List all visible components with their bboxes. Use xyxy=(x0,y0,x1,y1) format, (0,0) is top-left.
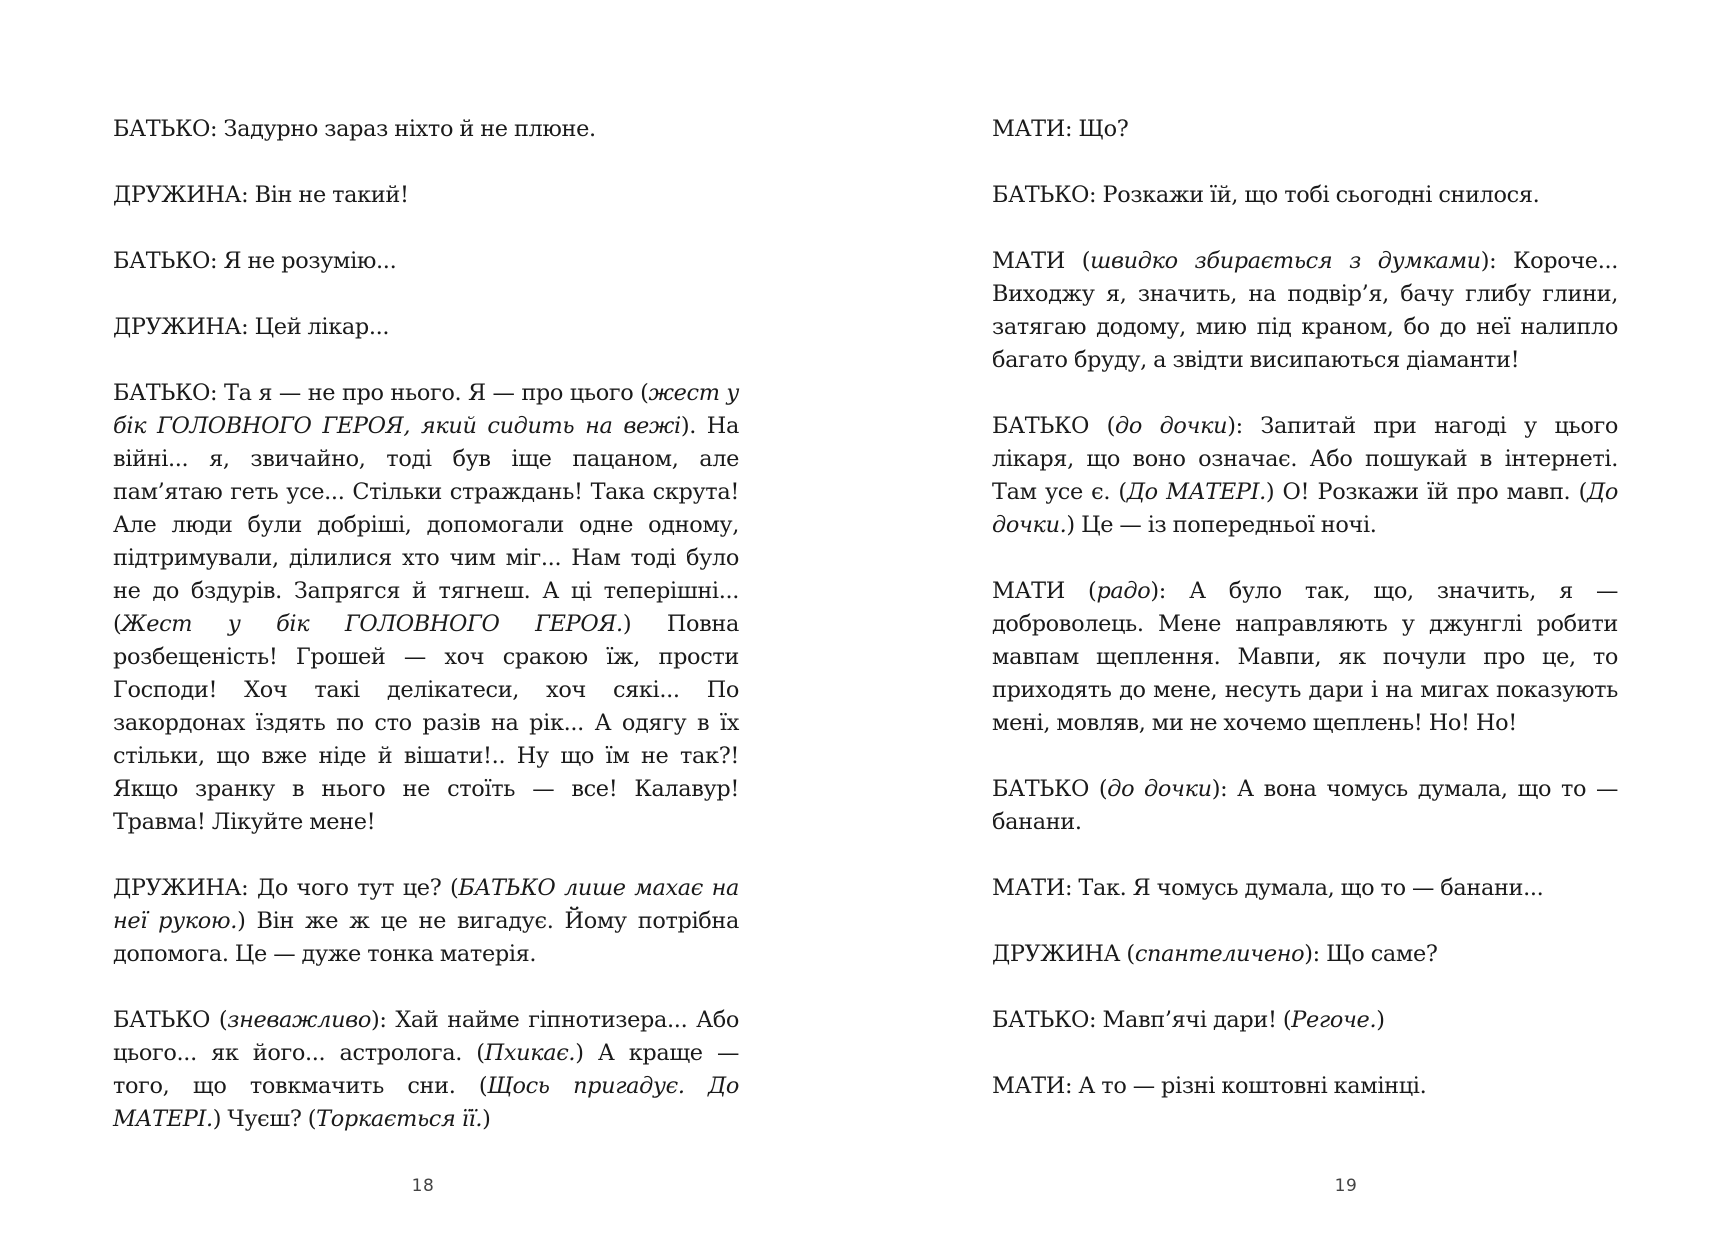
stage-direction: до дочки xyxy=(1107,776,1212,802)
dialogue-text: ): Запитай при нагоді у цього лікаря, що воно означає. Або пошукай в інтернеті. Там усе є. ( xyxy=(992,413,1618,505)
stage-direction: до дочки xyxy=(1115,413,1228,439)
dialogue-paragraph xyxy=(113,245,739,278)
dialogue-text: МАТИ: Що? xyxy=(992,116,1129,142)
dialogue-paragraph xyxy=(113,872,739,971)
dialogue-text: МАТИ ( xyxy=(992,578,1097,604)
dialogue-text: ) А краще — того, що товкмачить сни. ( xyxy=(113,1040,739,1099)
dialogue-paragraph xyxy=(992,1004,1618,1037)
dialogue-paragraph xyxy=(113,377,739,839)
dialogue-text: ): Хай найме гіпнотизера... Або цього... як його... астролога. ( xyxy=(113,1007,740,1066)
stage-direction: БАТЬКО лише махає на неї рукою. xyxy=(113,875,739,934)
dialogue-text: ): А було так, що, значить, я — доброволець. Мене направляють у джунглі робити мавпам щеплення. Мавпи, як почули про це, то приходять до мене, несуть дари і на мигах показують мені, мовляв, ми не хочемо щеплень! Но! Но! xyxy=(992,578,1618,736)
dialogue-text: ) Він же ж це не вигадує. Йому потрібна допомога. Це — дуже тонка матерія. xyxy=(113,908,739,967)
dialogue-text: ): Що саме? xyxy=(1304,941,1438,967)
dialogue-text: БАТЬКО ( xyxy=(113,1007,228,1033)
dialogue-text: ДРУЖИНА: Цей лікар... xyxy=(113,314,390,340)
dialogue-text: ) xyxy=(1376,1007,1385,1033)
stage-direction: Жест у бік ГОЛОВНОГО ГЕРОЯ. xyxy=(121,611,623,637)
stage-direction: зневажливо xyxy=(227,1007,371,1033)
dialogue-text: ДРУЖИНА: До чого тут це? ( xyxy=(113,875,459,901)
dialogue-text: БАТЬКО: Розкажи їй, що тобі сьогодні снилося. xyxy=(992,182,1540,208)
stage-direction: швидко збирається з думками xyxy=(1090,248,1481,274)
dialogue-paragraph xyxy=(113,179,739,212)
right-page xyxy=(856,0,1713,1258)
dialogue-text: БАТЬКО ( xyxy=(992,776,1108,802)
dialogue-text: ). На війні... я, звичайно, тоді був іще пацаном, але пам’ятаю геть усе... Стільки страждань! Така скрута! Але люди були добріші, допомогали одне одному, підтримували, ділилися хто чим міг... Нам тоді було не до бздурів. Запрягся й тягнеш. А ці теперішні... ( xyxy=(113,413,739,637)
dialogue-paragraph xyxy=(992,1070,1618,1103)
dialogue-paragraph xyxy=(992,113,1618,146)
dialogue-text: БАТЬКО: Я не розумію... xyxy=(113,248,397,274)
stage-direction: жест у бік ГОЛОВНОГО ГЕРОЯ, який сидить на вежі xyxy=(113,380,739,439)
dialogue-paragraph xyxy=(113,1004,739,1136)
left-page-text xyxy=(113,113,739,1169)
dialogue-paragraph xyxy=(992,872,1618,905)
right-page-text xyxy=(992,113,1618,1136)
dialogue-paragraph xyxy=(992,938,1618,971)
dialogue-text: ): А вона чомусь думала, що то — банани. xyxy=(992,776,1618,835)
dialogue-text: ) xyxy=(482,1106,491,1132)
dialogue-text: ) Чуєш? ( xyxy=(212,1106,317,1132)
stage-direction: До дочки. xyxy=(992,479,1618,538)
dialogue-text: ) Це — із попередньої ночі. xyxy=(1066,512,1377,538)
stage-direction: Пхикає. xyxy=(484,1040,576,1066)
dialogue-text: ДРУЖИНА ( xyxy=(992,941,1135,967)
stage-direction: Торкається її. xyxy=(316,1106,483,1132)
dialogue-text: БАТЬКО: Задурно зараз ніхто й не плюне. xyxy=(113,116,596,142)
dialogue-text: ): Короче... Виходжу я, значить, на подвір’я, бачу глибу глини, затягаю додому, мию під краном, бо до неї налипло багато бруду, а звідти висипаються діаманти! xyxy=(992,248,1618,373)
dialogue-paragraph xyxy=(992,773,1618,839)
page-number-right: 19 xyxy=(1334,1176,1358,1196)
dialogue-text: БАТЬКО: Та я — не про нього. Я — про цього ( xyxy=(113,380,649,406)
dialogue-text: ) О! Розкажи їй про мавп. ( xyxy=(1265,479,1588,505)
stage-direction: Регоче. xyxy=(1291,1007,1377,1033)
dialogue-paragraph xyxy=(113,113,739,146)
stage-direction: До МАТЕРІ. xyxy=(1126,479,1266,505)
dialogue-text: ДРУЖИНА: Він не такий! xyxy=(113,182,409,208)
dialogue-paragraph xyxy=(992,410,1618,542)
dialogue-text: МАТИ ( xyxy=(992,248,1091,274)
dialogue-paragraph xyxy=(992,245,1618,377)
dialogue-paragraph xyxy=(992,575,1618,740)
stage-direction: Щось пригадує. До МАТЕРІ. xyxy=(113,1073,740,1132)
stage-direction: спантеличено xyxy=(1134,941,1305,967)
dialogue-text: БАТЬКО: Мавп’ячі дари! ( xyxy=(992,1007,1292,1033)
dialogue-text: ) Повна розбещеність! Грошей — хоч сракою їж, прости Господи! Хоч такі делікатеси, хоч сякі... По закордонах їздять по сто разів на рік... А одягу в їх стільки, що вже ніде й вішати!.. Ну що їм не так?! Якщо зранку в нього не стоїть — все! Калавур! Травма! Лікуйте мене! xyxy=(113,611,739,835)
dialogue-text: БАТЬКО ( xyxy=(992,413,1116,439)
dialogue-text: МАТИ: Так. Я чомусь думала, що то — банани... xyxy=(992,875,1544,901)
stage-direction: радо xyxy=(1096,578,1151,604)
dialogue-text: МАТИ: А то — різні коштовні камінці. xyxy=(992,1073,1427,1099)
dialogue-paragraph xyxy=(113,311,739,344)
left-page xyxy=(0,0,856,1258)
page-number-left: 18 xyxy=(411,1176,435,1196)
dialogue-paragraph xyxy=(992,179,1618,212)
